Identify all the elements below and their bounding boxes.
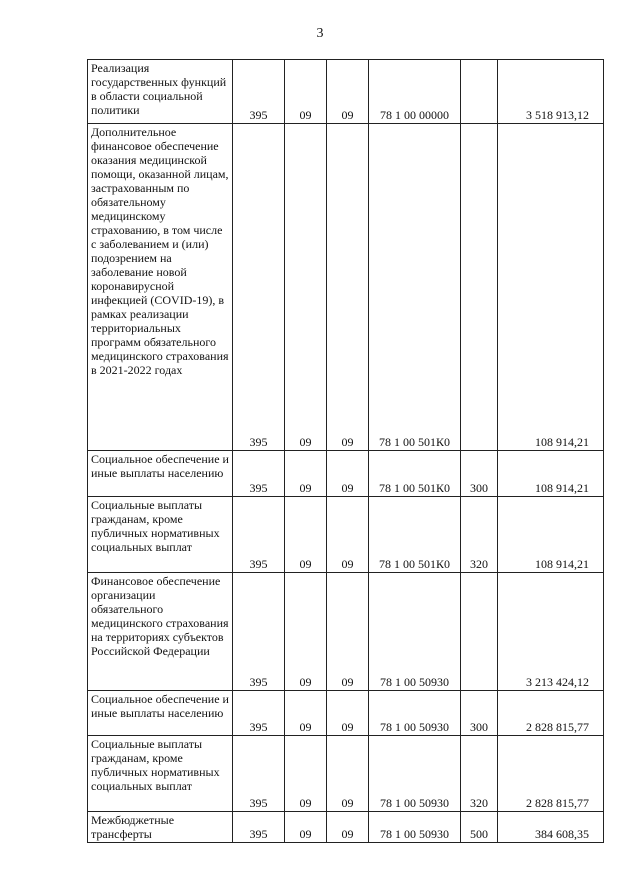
row-name-cell [88, 451, 233, 497]
row-name-cell [88, 60, 233, 124]
section-cell: 09 [285, 736, 327, 812]
grbs-cell: 395 [233, 497, 285, 573]
sum-cell: 3 518 913,12 [498, 60, 604, 124]
subsection-cell: 09 [327, 736, 369, 812]
table-row [88, 451, 604, 497]
row-name: Финансовое обеспечение организации обязательного медицинского страхования на территориях субъектов Российской Федерации [91, 574, 229, 658]
section-cell: 09 [285, 124, 327, 451]
table-row [88, 812, 604, 843]
subsection-cell: 09 [327, 812, 369, 843]
section-cell: 09 [285, 60, 327, 124]
section-cell: 09 [285, 497, 327, 573]
expense-type-cell: 500 [461, 812, 498, 843]
row-name: Социальное обеспечение и иные выплаты населению [91, 452, 229, 480]
expense-type-cell [461, 573, 498, 691]
table-row [88, 60, 604, 124]
row-name-cell [88, 124, 233, 451]
subsection-cell: 09 [327, 124, 369, 451]
row-name-cell [88, 497, 233, 573]
table-row [88, 124, 604, 451]
target-article-cell: 78 1 00 50930 [369, 573, 461, 691]
section-cell: 09 [285, 573, 327, 691]
expense-type-cell: 320 [461, 736, 498, 812]
grbs-cell: 395 [233, 691, 285, 736]
row-name: Межбюджетные трансферты [91, 813, 175, 841]
subsection-cell: 09 [327, 691, 369, 736]
row-name: Социальные выплаты гражданам, кроме публичных нормативных социальных выплат [91, 498, 220, 554]
expense-type-cell [461, 60, 498, 124]
subsection-cell: 09 [327, 573, 369, 691]
target-article-cell: 78 1 00 501К0 [369, 451, 461, 497]
grbs-cell: 395 [233, 736, 285, 812]
grbs-cell: 395 [233, 573, 285, 691]
sum-cell: 2 828 815,77 [498, 736, 604, 812]
row-name: Социальные выплаты гражданам, кроме публичных нормативных социальных выплат [91, 737, 220, 793]
page-number: 3 [316, 26, 324, 41]
target-article-cell: 78 1 00 501К0 [369, 497, 461, 573]
section-cell: 09 [285, 451, 327, 497]
grbs-cell: 395 [233, 812, 285, 843]
row-name-cell [88, 812, 233, 843]
row-name-cell [88, 691, 233, 736]
sum-cell: 384 608,35 [498, 812, 604, 843]
sum-cell: 108 914,21 [498, 497, 604, 573]
expense-type-cell: 300 [461, 691, 498, 736]
section-cell: 09 [285, 812, 327, 843]
grbs-cell: 395 [233, 124, 285, 451]
sum-cell: 108 914,21 [498, 451, 604, 497]
row-name: Дополнительное финансовое обеспечение оказания медицинской помощи, оказанной лицам, застрахованным по обязательному медицинскому страхованию, в том числе с заболеванием и (или) подозрением на заболевание новой коронавирусной инфекцией (COVID-19), в рамках реализации территориальных программ обязательного медицинского страхования в 2021-2022 годах [91, 125, 229, 377]
row-name: Социальное обеспечение и иные выплаты населению [91, 692, 229, 720]
target-article-cell: 78 1 00 501К0 [369, 124, 461, 451]
target-article-cell: 78 1 00 50930 [369, 691, 461, 736]
sum-cell: 2 828 815,77 [498, 691, 604, 736]
target-article-cell: 78 1 00 50930 [369, 812, 461, 843]
sum-cell: 3 213 424,12 [498, 573, 604, 691]
budget-table [87, 59, 604, 843]
table-row [88, 497, 604, 573]
row-name-cell [88, 573, 233, 691]
grbs-cell: 395 [233, 60, 285, 124]
table-row [88, 573, 604, 691]
table-row [88, 736, 604, 812]
expense-type-cell: 300 [461, 451, 498, 497]
section-cell: 09 [285, 691, 327, 736]
expense-type-cell: 320 [461, 497, 498, 573]
target-article-cell: 78 1 00 50930 [369, 736, 461, 812]
row-name-cell [88, 736, 233, 812]
grbs-cell: 395 [233, 451, 285, 497]
subsection-cell: 09 [327, 451, 369, 497]
row-name: Реализация государственных функций в области социальной политики [91, 61, 227, 117]
target-article-cell: 78 1 00 00000 [369, 60, 461, 124]
table-row [88, 691, 604, 736]
sum-cell: 108 914,21 [498, 124, 604, 451]
subsection-cell: 09 [327, 497, 369, 573]
subsection-cell: 09 [327, 60, 369, 124]
expense-type-cell [461, 124, 498, 451]
